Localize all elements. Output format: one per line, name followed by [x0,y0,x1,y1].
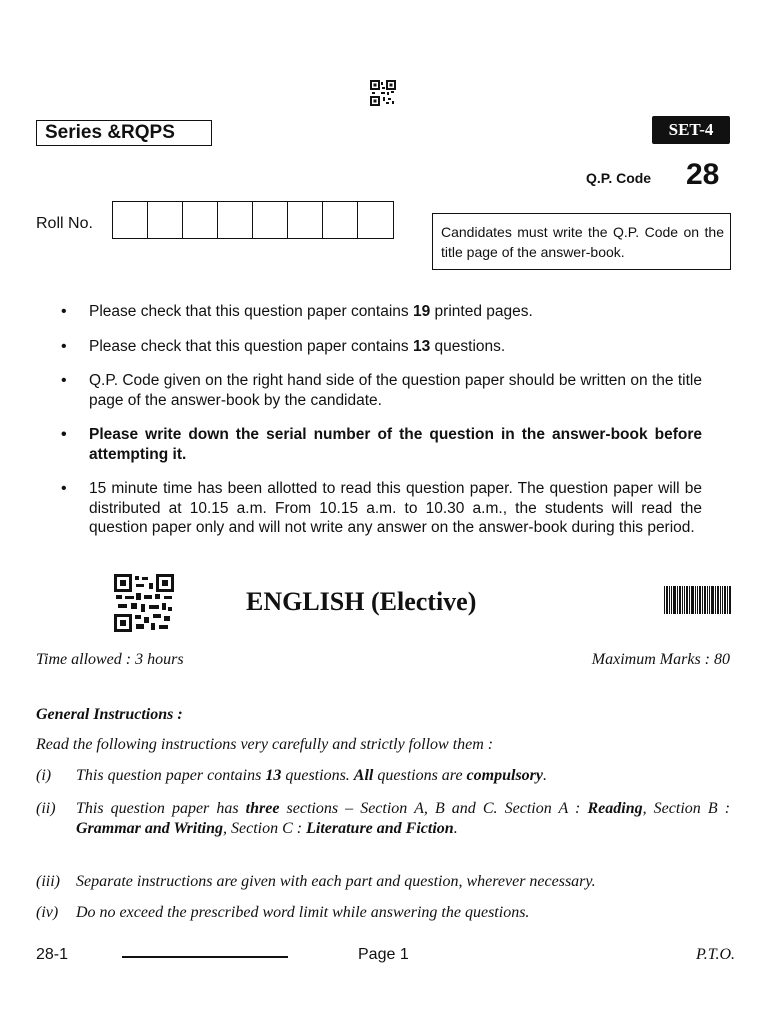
bullet-text: Please check that this question paper contains [89,337,413,355]
qp-code-value: 28 [686,158,720,191]
roll-number-cell[interactable] [183,202,218,238]
subject-title: ENGLISH (Elective) [246,587,477,616]
bullet-bold: 13 [412,337,431,355]
roll-number-cell[interactable] [113,202,148,238]
instruction-text: Do no exceed the prescribed word limit while answering the questions. [76,904,530,921]
instruction-text: sections – Section A, B and C. Section A : [279,800,588,817]
list-item [60,337,702,357]
roll-number-label: Roll No. [36,215,93,232]
instruction-text: This question paper contains [76,767,266,784]
instruction-text: , Section C : [223,820,307,837]
barcode [664,586,732,614]
instruction-number: (iii) [36,873,60,890]
roll-number-cell[interactable] [253,202,288,238]
set-badge: SET-4 [652,116,730,144]
instruction-bold: Reading [587,800,643,817]
instruction-bold: Literature and Fiction [306,820,454,837]
roll-number-cell[interactable] [218,202,253,238]
instruction-bold: Grammar and Writing [76,820,224,837]
maximum-marks: Maximum Marks : 80 [591,651,730,668]
bullet-text: Please check that this question paper contains [89,303,413,320]
instruction-text: Separate instructions are given with each part and question, wherever necessary. [76,873,596,890]
instruction-bold: three [245,800,280,817]
page-number: Page 1 [358,946,409,963]
time-allowed: Time allowed : 3 hours [36,651,184,668]
footer-divider [122,956,288,958]
instruction-text: , Section B : [642,800,731,817]
roll-number-boxes[interactable] [112,201,394,239]
list-item: • Please write down the serial number of the question in the answer-book before attempting it. [60,425,702,464]
bullet-bold: 19 [412,303,431,320]
roll-number-cell[interactable] [148,202,183,238]
instruction-number: (ii) [36,800,56,817]
qr-code-small [370,80,396,106]
instruction-bold: All [353,767,374,784]
roll-number-cell[interactable] [288,202,323,238]
instruction-item [36,903,730,923]
pto-label: P.T.O. [696,946,735,963]
qr-code [114,574,174,632]
instructions-bullet-list [60,300,702,538]
list-item [60,302,702,322]
instruction-bold: 13 [265,767,282,784]
instruction-text: This question paper has [76,800,246,817]
qp-code-label: Q.P. Code [586,170,652,186]
instruction-number: (iv) [36,904,59,921]
footer-code: 28-1 [36,946,69,963]
bullet-text: printed pages. [430,303,533,320]
roll-number-cell[interactable] [323,202,358,238]
instruction-text: questions. [281,767,354,784]
instruction-text: . [543,767,547,784]
instruction-number: (i) [36,767,52,784]
instruction-item [36,766,730,786]
instruction-text: . [453,820,458,837]
general-instructions-lead: Read the following instructions very carefully and strictly follow them : [36,736,494,753]
instruction-bold: compulsory [466,767,543,784]
roll-number-cell[interactable] [358,202,393,238]
instruction-text: questions are [373,767,467,784]
general-instructions-title: General Instructions : [36,706,183,723]
bullet-text: questions. [430,337,506,355]
series-label: Series &RQPS [36,120,212,146]
instruction-item [36,799,730,839]
list-item: • 15 minute time has been allotted to read this question paper. The question paper will be distributed at 10.15 a.m. From 10.15 a.m. to 10.30 a.m., the students will read the question paper only and will not write any answer on the answer-book during this period. [60,479,702,538]
candidate-note-box: Candidates must write the Q.P. Code on the title page of the answer-book. [432,213,731,270]
instruction-item [36,872,730,892]
list-item: • Q.P. Code given on the right hand side of the question paper should be written on the title page of the answer-book by the candidate. [60,371,702,410]
